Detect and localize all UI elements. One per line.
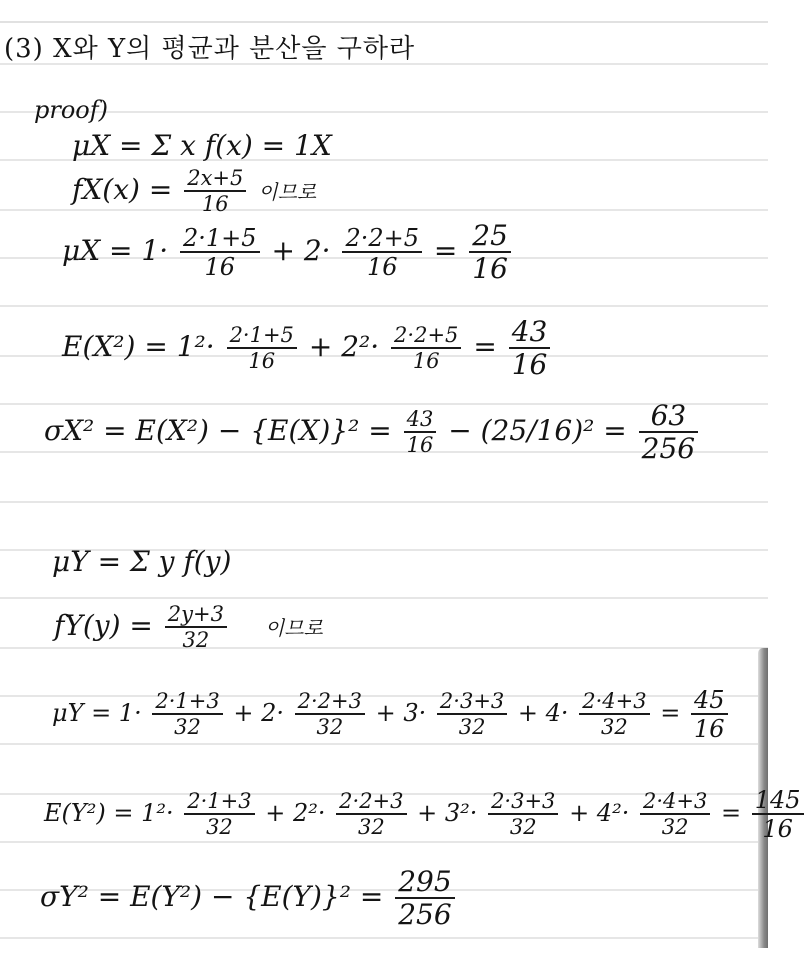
x-var-lhs: σX² = E(X²) − {E(X)}² = <box>44 414 392 447</box>
y-var-result-den: 256 <box>398 898 452 931</box>
y-ey2-term4-den: 32 <box>661 815 689 839</box>
y-ey2-term3 <box>488 791 558 838</box>
x-pmf-lhs: fX(x) = <box>72 173 173 206</box>
problem-heading: (3) X와 Y의 평균과 분산을 구하라 <box>4 34 416 64</box>
y-ey2-term3-num: 2·3+3 <box>488 791 558 815</box>
x-mean-mid: + 2· <box>271 234 331 267</box>
y-pmf-note: 이므로 <box>264 616 323 640</box>
x-mean-term1 <box>180 226 260 279</box>
x-mean-result-den: 16 <box>472 252 508 285</box>
x-var-minus: − <box>448 414 472 447</box>
y-ey2-term3-den: 32 <box>509 815 537 839</box>
x-ex2-result-den: 16 <box>511 348 548 381</box>
x-mean-term2-den: 16 <box>366 253 398 281</box>
y-ey2-result <box>752 788 804 841</box>
y-ey2-lhs: E(Y²) = 1²· <box>44 799 174 827</box>
y-mean-term1-den: 32 <box>174 715 201 739</box>
y-ey2-result-num: 145 <box>752 788 804 815</box>
y-ey2-result-den: 16 <box>762 815 793 843</box>
y-var-lhs: σY² = E(Y²) − {E(Y)}² = <box>40 880 384 913</box>
y-mean-term3-den: 32 <box>458 715 486 739</box>
y-mean-term3-lead: + 3· <box>375 699 427 727</box>
x-ex2-term1-num: 2·1+5 <box>227 325 297 349</box>
x-var-result-den: 256 <box>641 432 696 465</box>
x-pmf-denominator: 16 <box>201 192 229 216</box>
y-second-moment-line <box>44 788 807 841</box>
y-ey2-term1-den: 32 <box>206 815 233 839</box>
x-variance-line <box>44 399 701 465</box>
y-mean-term3-num: 2·3+3 <box>437 691 507 715</box>
y-ey2-term4-lead: + 4²· <box>569 799 630 827</box>
x-ex2-lhs: E(X²) = 1²· <box>62 330 215 363</box>
y-mean-term4-num: 2·4+3 <box>579 691 649 715</box>
y-mean-term4-lead: + 4· <box>517 699 569 727</box>
y-var-result-num: 295 <box>395 868 454 899</box>
y-mean-term4-den: 32 <box>601 715 628 739</box>
y-mean-term2-lead: + 2· <box>233 699 284 727</box>
y-mean-result-num: 45 <box>691 688 728 715</box>
y-mean-term2-num: 2·2+3 <box>295 691 365 715</box>
y-pmf-lhs: fY(y) = <box>54 609 153 642</box>
y-mean-term2 <box>295 691 365 738</box>
y-pmf-fraction <box>165 604 227 651</box>
y-mean-term1-num: 2·1+3 <box>152 691 222 715</box>
x-mean-line <box>62 219 514 285</box>
y-ey2-term3-lead: + 3²· <box>417 799 478 827</box>
x-mean-term2 <box>342 226 422 279</box>
x-pmf-line <box>72 168 316 215</box>
y-pmf-denominator: 32 <box>182 628 210 652</box>
y-mean-equals: = <box>660 699 681 727</box>
y-pmf-numerator: 2y+3 <box>165 604 227 628</box>
y-ey2-term1 <box>184 791 254 838</box>
x-var-a-den: 16 <box>406 433 434 457</box>
x-mean-term1-den: 16 <box>204 253 236 281</box>
y-ey2-term1-num: 2·1+3 <box>184 791 254 815</box>
y-pmf-line <box>54 604 323 651</box>
y-ey2-term2-den: 32 <box>357 815 385 839</box>
y-mean-line <box>52 688 731 741</box>
x-pmf-fraction <box>184 168 246 215</box>
y-ey2-equals: = <box>720 799 742 827</box>
y-mean-term3 <box>437 691 507 738</box>
x-var-term-a <box>404 409 437 456</box>
y-mean-term2-den: 32 <box>316 715 344 739</box>
x-ex2-term2-num: 2·2+5 <box>391 325 461 349</box>
x-var-a-num: 43 <box>404 409 437 433</box>
proof-label: proof) <box>34 96 108 124</box>
y-ey2-term4 <box>640 791 710 838</box>
y-ey2-term4-num: 2·4+3 <box>640 791 710 815</box>
x-var-result-num: 63 <box>639 402 698 433</box>
x-pmf-note: 이므로 <box>258 180 317 204</box>
y-var-result <box>395 865 454 931</box>
x-mean-term1-num: 2·1+5 <box>180 226 260 253</box>
x-mean-definition: μX = Σ x f(x) = 1X <box>72 129 332 162</box>
y-mean-result <box>691 688 728 741</box>
x-ex2-mid: + 2²· <box>308 330 380 363</box>
x-ex2-term2 <box>391 325 461 372</box>
y-ey2-term2 <box>336 791 406 838</box>
x-ex2-term2-den: 16 <box>412 349 440 373</box>
x-mean-term2-num: 2·2+5 <box>342 226 422 253</box>
x-mean-lhs: μX = 1· <box>62 234 169 267</box>
x-ex2-term1 <box>227 325 297 372</box>
y-mean-term1 <box>152 691 222 738</box>
y-mean-lhs: μY = 1· <box>52 699 142 727</box>
y-mean-definition: μY = Σ y f(y) <box>52 545 232 578</box>
y-variance-line <box>40 865 458 931</box>
y-mean-term4 <box>579 691 649 738</box>
x-mean-result-num: 25 <box>469 222 511 253</box>
y-ey2-term2-lead: + 2²· <box>265 799 326 827</box>
x-mean-result <box>469 219 511 285</box>
x-mean-equals: = <box>433 234 458 267</box>
x-second-moment-line <box>62 315 553 381</box>
y-ey2-term2-num: 2·2+3 <box>336 791 406 815</box>
x-var-result <box>639 399 698 465</box>
y-mean-result-den: 16 <box>693 715 725 743</box>
x-ex2-result-num: 43 <box>509 318 551 349</box>
x-ex2-term1-den: 16 <box>248 349 276 373</box>
x-var-equals: = <box>603 414 627 447</box>
x-ex2-equals: = <box>473 330 497 363</box>
x-ex2-result <box>509 315 551 381</box>
x-pmf-numerator: 2x+5 <box>184 168 246 192</box>
x-var-term-b: (25/16)² <box>480 414 595 447</box>
